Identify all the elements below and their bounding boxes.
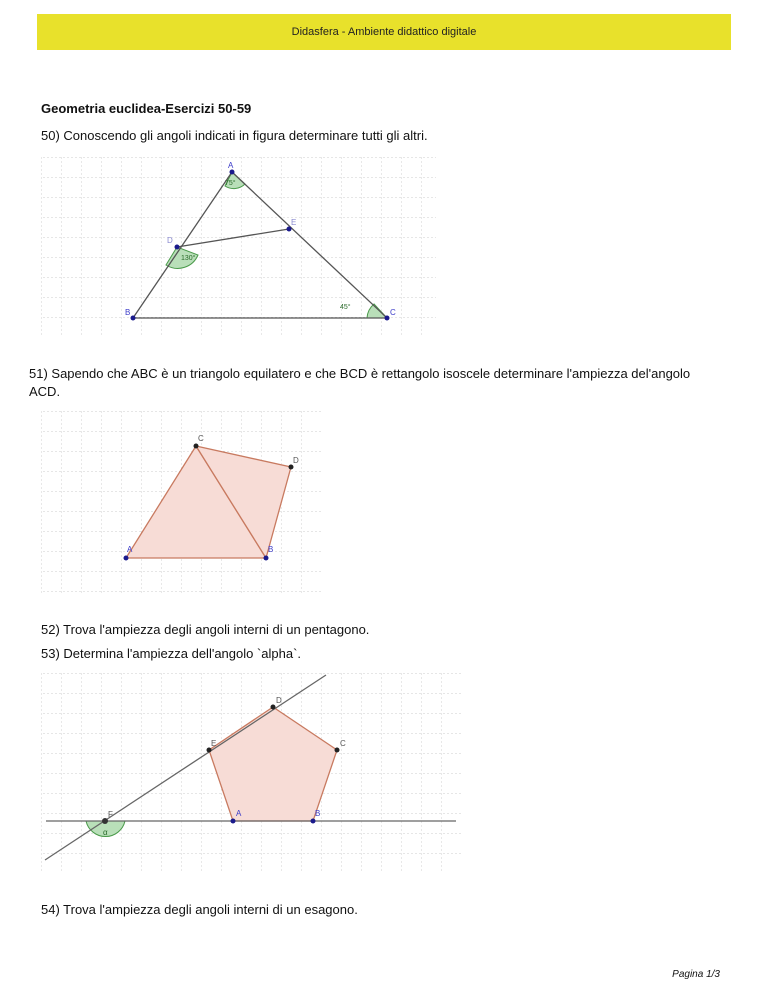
angle-label-d: 130° [181,255,196,262]
header-title: Didasfera - Ambiente didattico digitale [291,26,477,38]
exercise-53: 53) Determina l'ampiezza dell'angolo `alpha`. [41,646,302,661]
point-d [271,705,276,710]
document-title: Geometria euclidea-Esercizi 50-59 [41,101,252,116]
label-b: B [125,308,131,317]
label-a: A [228,161,234,170]
point-c [335,748,340,753]
exercise-50: 50) Conoscendo gli angoli indicati in figura determinare tutti gli altri. [41,128,428,143]
exercise-54: 54) Trova l'ampiezza degli angoli interni di un esagono. [41,902,358,917]
label-e: E [211,739,217,748]
label-f: F [108,810,113,819]
angle-label-c: 45° [340,304,351,311]
point-b [264,556,269,561]
angle-label-alpha: α [103,828,108,837]
exercise-51: 51) Sapendo che ABC è un triangolo equilatero e che BCD è rettangolo isoscele determinare l'ampiezza del'angolo ACD. [29,366,691,399]
label-b: B [315,809,321,818]
figure-exercise-50 [41,157,436,337]
point-b [131,316,136,321]
point-a [124,556,129,561]
label-a: A [127,545,133,554]
point-d [289,465,294,470]
exercise-52: 52) Trova l'ampiezza degli angoli interni di un pentagono. [41,622,370,637]
figure-exercise-53 [41,673,461,873]
label-d: D [167,236,173,245]
point-a [231,819,236,824]
point-d [175,245,180,250]
label-d: D [276,696,282,705]
point-e [207,748,212,753]
label-d: D [293,456,299,465]
point-c [194,444,199,449]
point-e [287,227,292,232]
header-bar [37,14,731,50]
label-b: B [268,545,274,554]
angle-label-a: 75° [225,180,236,187]
figure-exercise-51 [41,411,321,593]
point-a [230,170,235,175]
point-c [385,316,390,321]
page-number: Pagina 1/3 [672,969,720,980]
label-c: C [198,434,204,443]
label-c: C [390,308,396,317]
label-e: E [291,218,297,227]
label-c: C [340,739,346,748]
label-a: A [236,809,242,818]
point-b [311,819,316,824]
